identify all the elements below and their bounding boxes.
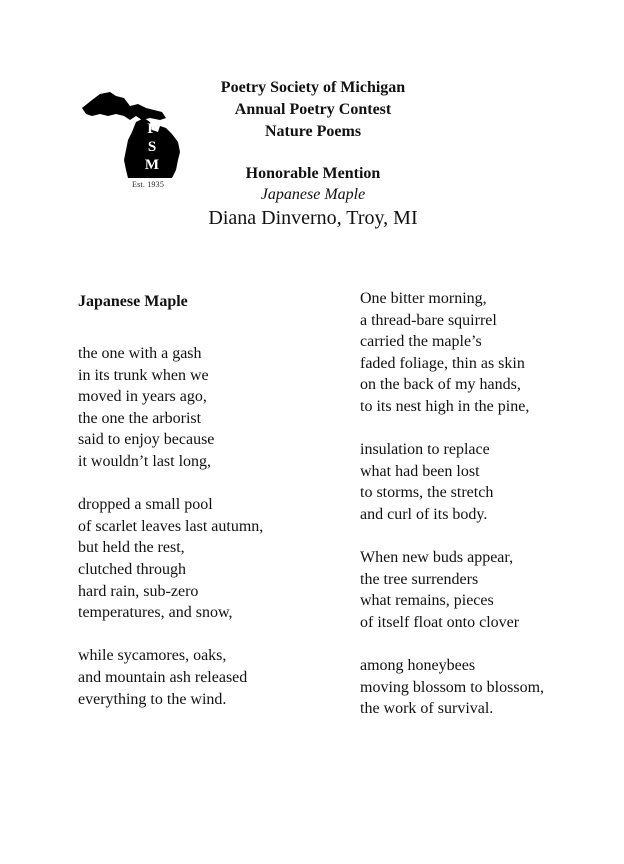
stanza [78, 343, 263, 473]
established-label: Est. 1935 [132, 180, 165, 189]
poem-line: of scarlet leaves last autumn, [78, 517, 264, 535]
award-name: Honorable Mention [245, 165, 381, 182]
contest-name: Annual Poetry Contest [234, 101, 392, 118]
poem-line: When new buds appear, [360, 549, 514, 567]
poem-line: the tree surrenders [360, 570, 479, 588]
poem-right-column [360, 288, 544, 741]
poem-line: what had been lost [360, 462, 480, 480]
poem-line: moving blossom to blossom, [360, 678, 545, 696]
poem-line: the one the arborist [78, 409, 202, 427]
poem-line: dropped a small pool [78, 496, 213, 514]
poem-line: and curl of its body. [360, 505, 488, 523]
category-name: Nature Poems [264, 123, 362, 140]
stanza [360, 439, 544, 525]
psm-letter-m: M [144, 157, 160, 173]
poem-line: to its nest high in the pine, [360, 397, 530, 415]
psm-letters [144, 120, 160, 174]
poem-line: what remains, pieces [360, 592, 494, 610]
poem-line: temperatures, and snow, [78, 604, 233, 622]
header-poem-title: Japanese Maple [260, 186, 366, 203]
poem-line: of itself float onto clover [360, 613, 520, 631]
michigan-map-icon [80, 86, 188, 190]
poem-line: said to enjoy because [78, 431, 215, 449]
stanza [360, 547, 544, 633]
poem-line: while sycamores, oaks, [78, 647, 227, 665]
poem-line: and mountain ash released [78, 668, 248, 686]
poem-line: the work of survival. [360, 700, 494, 718]
poem-line: everything to the wind. [78, 690, 227, 708]
poem-line: the one with a gash [78, 345, 202, 362]
poem-line: among honeybees [360, 657, 476, 675]
poem-left-column [78, 291, 263, 732]
stanza [78, 494, 263, 624]
right-stanzas [360, 288, 544, 720]
left-stanzas [78, 343, 263, 710]
author-line: Diana Dinverno, Troy, MI [208, 207, 418, 229]
poem-line: in its trunk when we [78, 366, 209, 384]
psm-logo [80, 86, 188, 190]
poem-line: One bitter morning, [360, 290, 487, 307]
poem-line: clutched through [78, 560, 186, 578]
poem-line: but held the rest, [78, 539, 185, 557]
poem-line: to storms, the stretch [360, 484, 494, 502]
poem-line: moved in years ago, [78, 388, 207, 406]
poem-line: carried the maple’s [360, 333, 482, 351]
stanza [360, 288, 544, 418]
psm-letter-s: S [147, 139, 157, 155]
organization-name: Poetry Society of Michigan [220, 79, 406, 96]
poem-line: it wouldn’t last long, [78, 452, 212, 470]
poem-title: Japanese Maple [78, 293, 188, 310]
poem-line: a thread-bare squirrel [360, 311, 497, 329]
poem-line: on the back of my hands, [360, 376, 521, 394]
stanza [78, 645, 263, 710]
psm-letter-p: P [147, 121, 157, 137]
stanza [360, 655, 544, 720]
poem-line: hard rain, sub-zero [78, 582, 199, 600]
poem-line: insulation to replace [360, 441, 490, 459]
poem-line: faded foliage, thin as skin [360, 354, 525, 372]
